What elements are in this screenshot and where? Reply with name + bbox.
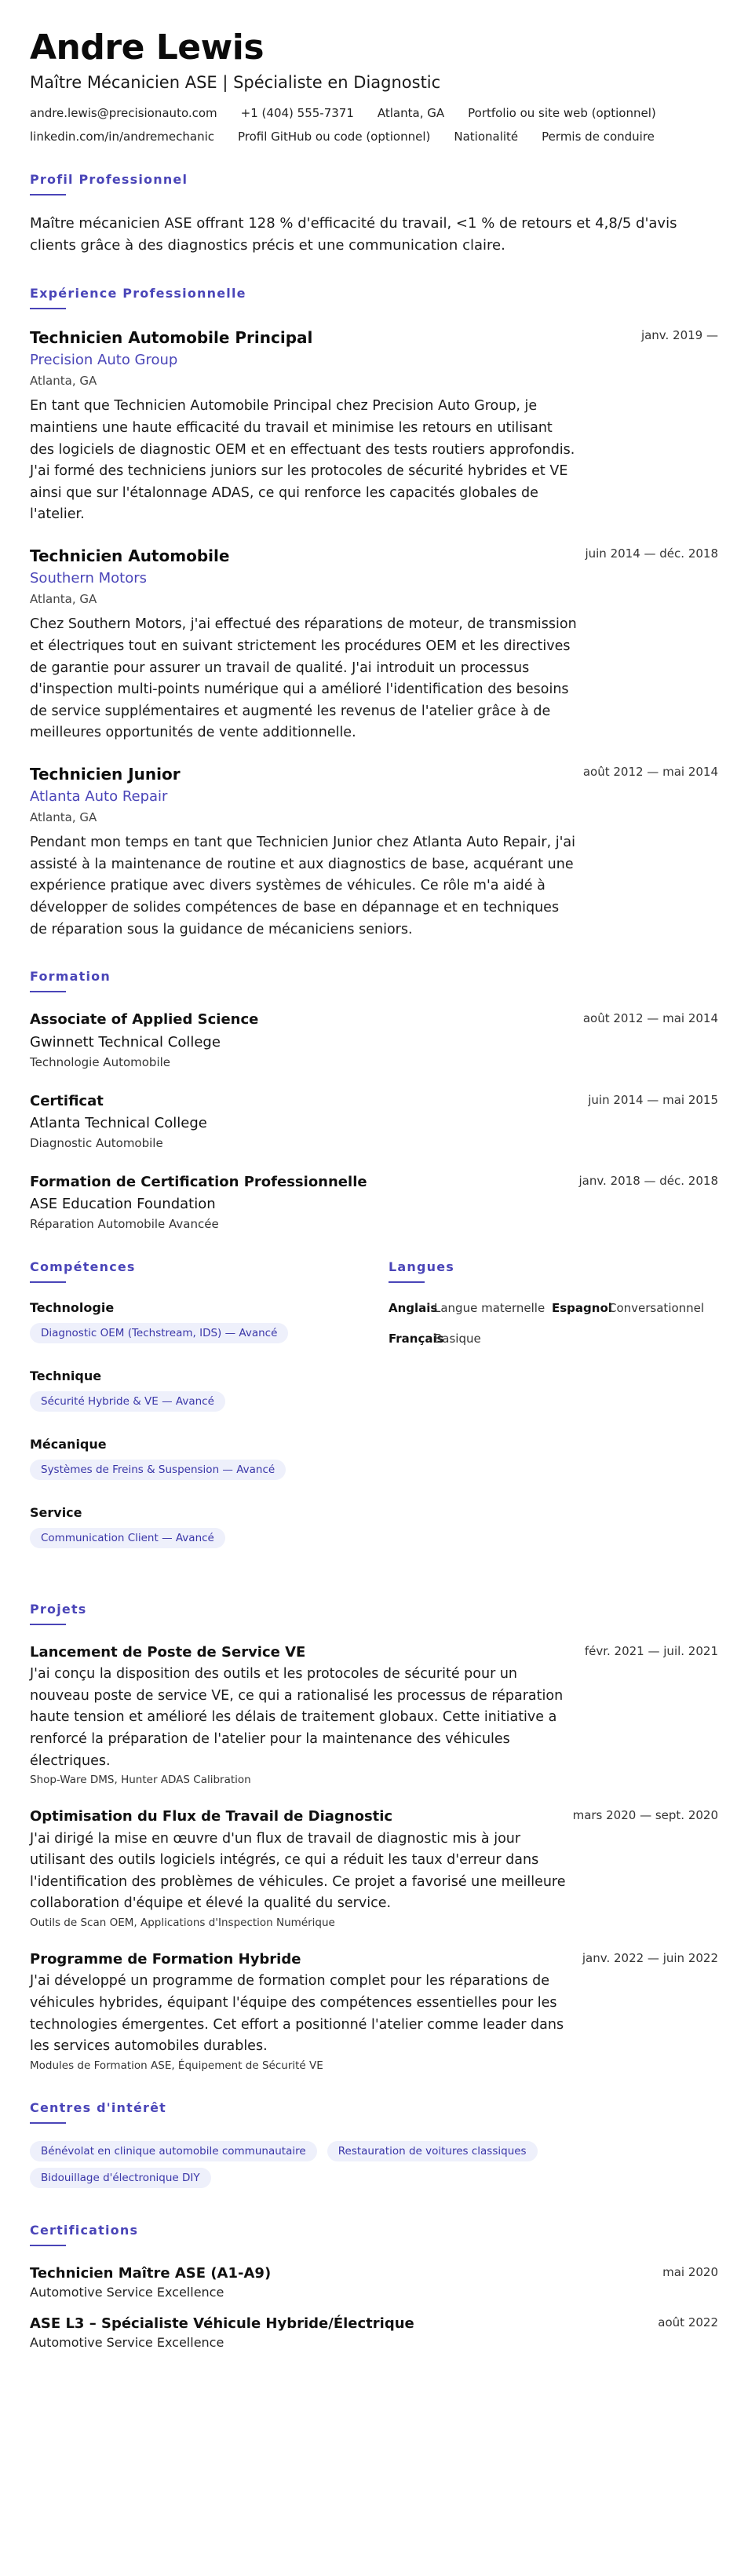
education-entry (30, 1010, 718, 1069)
project-technologies: Modules de Formation ASE, Équipement de Sécurité VE (30, 2059, 323, 2072)
section-title: Expérience Professionnelle (30, 286, 246, 301)
skills-languages-section (30, 1259, 718, 1573)
interests-section (30, 2100, 718, 2194)
certification-entry (30, 2314, 718, 2350)
education-degree: Certificat (30, 1092, 104, 1109)
job-description: En tant que Technicien Automobile Principal chez Precision Auto Group, je maintiens une haute efficacité du travail et minimise les retours en utilisant des logiciels de diagnostic OEM et en effectuant des tests routiers approfondis. J'ai formé des techniciens juniors sur les protocoles de sécurité hybrides et VE ainsi que sur l'étalonnage ADAS, ce qui renforce les capacités globales de l'atelier. (30, 398, 575, 523)
language-level: Basique (434, 1331, 481, 1346)
section-title: Formation (30, 969, 111, 985)
profile-section (30, 172, 718, 258)
education-degree: Associate of Applied Science (30, 1011, 259, 1029)
job-company: Atlanta Auto Repair (30, 788, 168, 806)
experience-section (30, 286, 718, 941)
contact-linkedin[interactable]: linkedin.com/in/andremechanic (30, 129, 214, 144)
skill-chip: Communication Client — Avancé (30, 1528, 225, 1548)
project-title: Lancement de Poste de Service VE (30, 1643, 306, 1661)
language-name: Anglais (389, 1300, 438, 1315)
education-field: Réparation Automobile Avancée (30, 1216, 219, 1231)
education-field: Technologie Automobile (30, 1054, 171, 1069)
experience-entry (30, 545, 718, 744)
skill-group (30, 1505, 361, 1555)
language-name: Espagnol (552, 1300, 612, 1315)
education-entry (30, 1091, 718, 1150)
entry-date: août 2022 (658, 2315, 718, 2329)
certifications-section (30, 2223, 718, 2350)
interest-chip: Bénévolat en clinique automobile communautaire (30, 2141, 317, 2161)
skill-category: Technique (30, 1368, 102, 1383)
entry-date: janv. 2019 — (640, 328, 718, 343)
experience-entry (30, 763, 718, 941)
entry-date: janv. 2018 — déc. 2018 (578, 1173, 718, 1188)
certification-issuer: Automotive Service Excellence (30, 2335, 224, 2351)
entry-date: août 2012 — mai 2014 (582, 765, 718, 780)
entry-date: juin 2014 — mai 2015 (588, 1092, 718, 1107)
contact-email[interactable]: andre.lewis@precisionauto.com (30, 105, 217, 120)
certification-title: Technicien Maître ASE (A1-A9) (30, 2264, 272, 2282)
section-title: Centres d'intérêt (30, 2099, 166, 2115)
interest-chip: Bidouillage d'électronique DIY (30, 2168, 211, 2188)
language-level: Langue maternelle (434, 1300, 545, 1315)
job-company: Southern Motors (30, 570, 147, 587)
section-divider (30, 2122, 66, 2124)
skill-chip: Systèmes de Freins & Suspension — Avancé (30, 1460, 286, 1480)
entry-date: févr. 2021 — juil. 2021 (584, 1643, 718, 1658)
job-location: Atlanta, GA (30, 810, 97, 825)
project-technologies: Outils de Scan OEM, Applications d'Inspection Numérique (30, 1916, 335, 1930)
education-field: Diagnostic Automobile (30, 1135, 163, 1150)
section-title: Langues (389, 1259, 455, 1274)
projects-section (30, 1602, 718, 2072)
project-entry (30, 1642, 718, 1786)
section-title: Compétences (30, 1259, 136, 1274)
project-technologies: Shop-Ware DMS, Hunter ADAS Calibration (30, 1774, 251, 1787)
section-title: Profil Professionnel (30, 171, 188, 187)
section-divider (30, 1281, 66, 1283)
interests-list (30, 2141, 579, 2194)
section-title: Projets (30, 1601, 87, 1617)
job-description: Chez Southern Motors, j'ai effectué des réparations de moteur, de transmission et électriques tout en suivant strictement les procédures OEM et les directives de garantie pour assurer un travail de qualité. J'ai introduit un processus d'inspection multi-points numérique qui a amélioré l'identification des besoins de service supplémentaires et augmenté les revenus de l'atelier grâce à de meilleures opportunités de vente additionnelle. (30, 616, 577, 741)
skill-category: Technologie (30, 1299, 115, 1315)
language-level: Conversationnel (608, 1300, 705, 1315)
certification-title: ASE L3 – Spécialiste Véhicule Hybride/Électrique (30, 2315, 414, 2332)
profile-summary: Maître mécanicien ASE offrant 128 % d'efficacité du travail, <1 % de retours et 4,8/5 d'avis clients grâce à des diagnostics précis et une communication claire. (30, 214, 677, 254)
entry-date: août 2012 — mai 2014 (582, 1011, 718, 1026)
candidate-headline: Maître Mécanicien ASE | Spécialiste en Diagnostic (30, 72, 441, 92)
skill-chip: Diagnostic OEM (Techstream, IDS) — Avancé (30, 1323, 288, 1343)
entry-date: mai 2020 (662, 2264, 718, 2279)
education-school: ASE Education Foundation (30, 1195, 216, 1212)
section-divider (30, 308, 66, 309)
job-title: Technicien Automobile (30, 546, 230, 566)
education-entry (30, 1172, 718, 1231)
job-location: Atlanta, GA (30, 592, 97, 607)
skill-group (30, 1300, 361, 1350)
section-divider (30, 194, 66, 195)
languages-column (389, 1259, 718, 1573)
skill-group (30, 1368, 361, 1418)
language-name: Français (389, 1331, 444, 1346)
contact-github[interactable]: Profil GitHub ou code (optionnel) (238, 129, 431, 144)
project-description: J'ai développé un programme de formation complet pour les réparations de véhicules hybrides, équipant l'équipe des compétences essentielles pour les technologies émergentes. Cet effort a positionné l'atelier comme leader dans les services automobiles durables. (30, 1973, 564, 2055)
project-title: Optimisation du Flux de Travail de Diagnostic (30, 1808, 393, 1825)
project-description: J'ai dirigé la mise en œuvre d'un flux de travail de diagnostic mis à jour utilisant des outils logiciels intégrés, ce qui a réduit les taux d'erreur dans l'identification des problèmes de véhicules. Ce projet a favorisé une meilleure collaboration d'équipe et élevé la qualité du service. (30, 1830, 566, 1912)
contact-nationality: Nationalité (454, 129, 519, 144)
skill-category: Service (30, 1504, 82, 1520)
project-title: Programme de Formation Hybride (30, 1951, 301, 1968)
skill-chip: Sécurité Hybride & VE — Avancé (30, 1391, 225, 1412)
project-description: J'ai conçu la disposition des outils et les protocoles de sécurité pour un nouveau poste de service VE, ce qui a rationalisé les processus de réparation haute tension et amélioré les délais de traitement globaux. Cette initiative a renforcé la préparation de l'atelier pour la maintenance des véhicules électriques. (30, 1666, 564, 1769)
certification-entry (30, 2264, 718, 2300)
section-divider (30, 1624, 66, 1625)
skill-group (30, 1437, 361, 1486)
job-title: Technicien Junior (30, 765, 181, 784)
candidate-name: Andre Lewis (30, 27, 265, 68)
skill-category: Mécanique (30, 1436, 107, 1452)
section-divider (30, 2245, 66, 2246)
job-description: Pendant mon temps en tant que Technicien Junior chez Atlanta Auto Repair, j'ai assisté à la maintenance de routine et aux diagnostics de base, acquérant une expérience pratique avec divers systèmes de véhicules. Ce rôle m'a aidé à développer de solides compétences de base en dépannage et en techniques de réparation sous la guidance de mécaniciens seniors. (30, 835, 575, 937)
project-entry (30, 1949, 718, 2072)
contact-phone[interactable]: +1 (404) 555-7371 (240, 105, 354, 120)
section-title: Certifications (30, 2222, 139, 2238)
education-section (30, 969, 718, 1231)
education-school: Gwinnett Technical College (30, 1033, 221, 1050)
interest-chip: Restauration de voitures classiques (327, 2141, 538, 2161)
education-degree: Formation de Certification Professionnelle (30, 1173, 367, 1190)
experience-entry (30, 327, 718, 526)
contact-location: Atlanta, GA (377, 105, 445, 120)
languages-list (389, 1300, 718, 1347)
contact-license: Permis de conduire (542, 129, 655, 144)
job-company: Precision Auto Group (30, 352, 178, 369)
section-divider (389, 1281, 425, 1283)
project-entry (30, 1807, 718, 1929)
certification-issuer: Automotive Service Excellence (30, 2285, 224, 2300)
entry-date: mars 2020 — sept. 2020 (572, 1808, 718, 1823)
job-title: Technicien Automobile Principal (30, 328, 313, 348)
section-divider (30, 991, 66, 992)
contact-portfolio[interactable]: Portfolio ou site web (optionnel) (468, 105, 656, 120)
skills-column (30, 1259, 361, 1573)
entry-date: janv. 2022 — juin 2022 (582, 1951, 718, 1966)
entry-date: juin 2014 — déc. 2018 (585, 546, 718, 561)
education-school: Atlanta Technical College (30, 1114, 207, 1131)
contact-info (30, 106, 718, 144)
resume-header (30, 28, 718, 144)
job-location: Atlanta, GA (30, 374, 97, 389)
